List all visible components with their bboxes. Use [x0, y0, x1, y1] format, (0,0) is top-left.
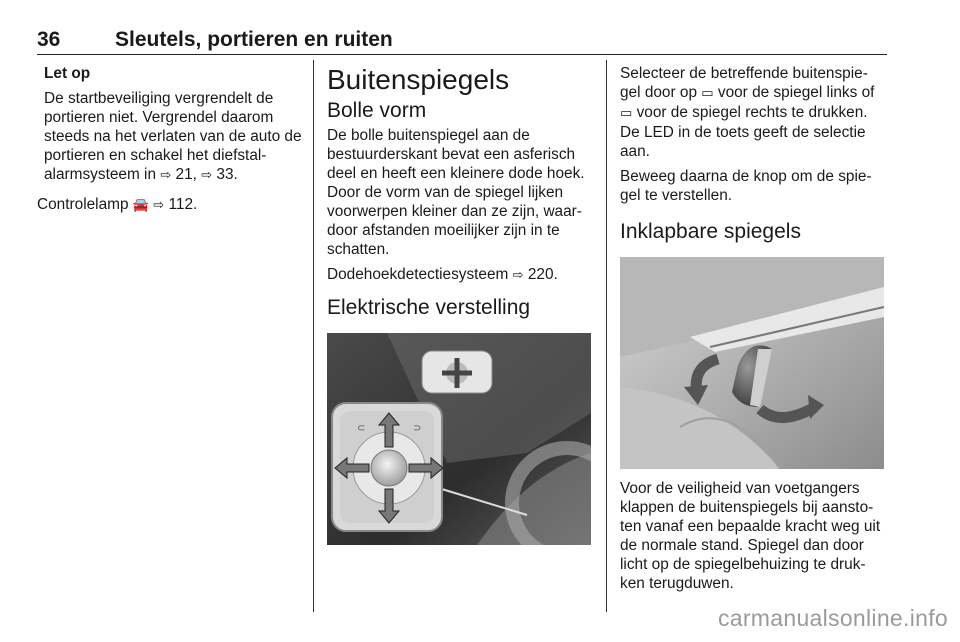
car-alarm-icon: 🚘 — [132, 198, 149, 213]
section-title: Buitenspiegels — [327, 64, 510, 95]
svg-text:⊂: ⊂ — [357, 423, 366, 434]
ref-link[interactable]: 220. — [527, 266, 558, 283]
subsection-title: Inklapbare spiegels — [620, 220, 801, 243]
paragraph: Voor de veiligheid van voetgangers klappen de buitenspiegels bij aansto-ten vanaf een bepaalde kracht weg uit de normale stand. Spiegel dan door licht op de spiegelbehuizing te druk-ken terugduwen. — [620, 480, 881, 592]
ref-link[interactable]: 33. — [216, 166, 238, 183]
chapter-title: Sleutels, portieren en ruiten — [115, 28, 393, 51]
svg-text:⊃: ⊃ — [413, 423, 422, 434]
paragraph: Dodehoekdetectiesysteem ⇨ 220. — [327, 266, 558, 283]
mirror-control-illustration — [327, 333, 591, 545]
page-header — [37, 28, 887, 55]
paragraph: Selecteer de betreffende buitenspie-gel door op ▭ voor de spiegel links of ▭ voor de spiegel rechts te drukken. De LED in de toets geeft de selectie aan. — [620, 65, 875, 160]
mirror-left-icon: ▭ — [701, 86, 714, 101]
note-title: Let op — [44, 65, 91, 82]
column-divider — [606, 60, 607, 612]
page-ref-icon: ⇨ — [153, 198, 165, 213]
mirror-right-icon: ▭ — [620, 106, 633, 121]
page-ref-icon: ⇨ — [160, 168, 172, 183]
column-divider — [313, 60, 314, 612]
page-ref-icon: ⇨ — [512, 268, 524, 283]
column-left — [37, 64, 305, 221]
ref-link[interactable]: 21 — [175, 166, 193, 183]
paragraph: Beweeg daarna de knop om de spie-gel te verstellen. — [620, 168, 872, 204]
note-box — [37, 64, 305, 185]
ref-link[interactable]: 112. — [168, 196, 198, 213]
subsection-title: Bolle vorm — [327, 99, 427, 122]
page-number: 36 — [37, 28, 61, 51]
note-text: De startbeveiliging vergrendelt de portieren niet. Vergrendel daarom steeds na het verlaten van de auto de portieren en schakel het diefstal-alarmsysteem in ⇨ 21, ⇨ 33. — [44, 90, 302, 183]
watermark: carmanualsonline.info — [717, 605, 948, 631]
folding-mirror-illustration — [620, 257, 884, 469]
column-right — [620, 64, 888, 599]
subsection-title: Elektrische verstelling — [327, 296, 531, 319]
page-ref-icon: ⇨ — [201, 168, 213, 183]
paragraph: De bolle buitenspiegel aan de bestuurderskant bevat een asferisch deel en heeft een kleinere dode hoek. Door de vorm van de spiegel lijken voorwerpen kleiner dan ze zijn, waar-door afstanden moeilijker zijn in te schatten. — [327, 127, 585, 258]
indicator-paragraph: Controlelamp 🚘 ⇨ 112. — [37, 196, 198, 213]
column-middle — [327, 64, 595, 545]
